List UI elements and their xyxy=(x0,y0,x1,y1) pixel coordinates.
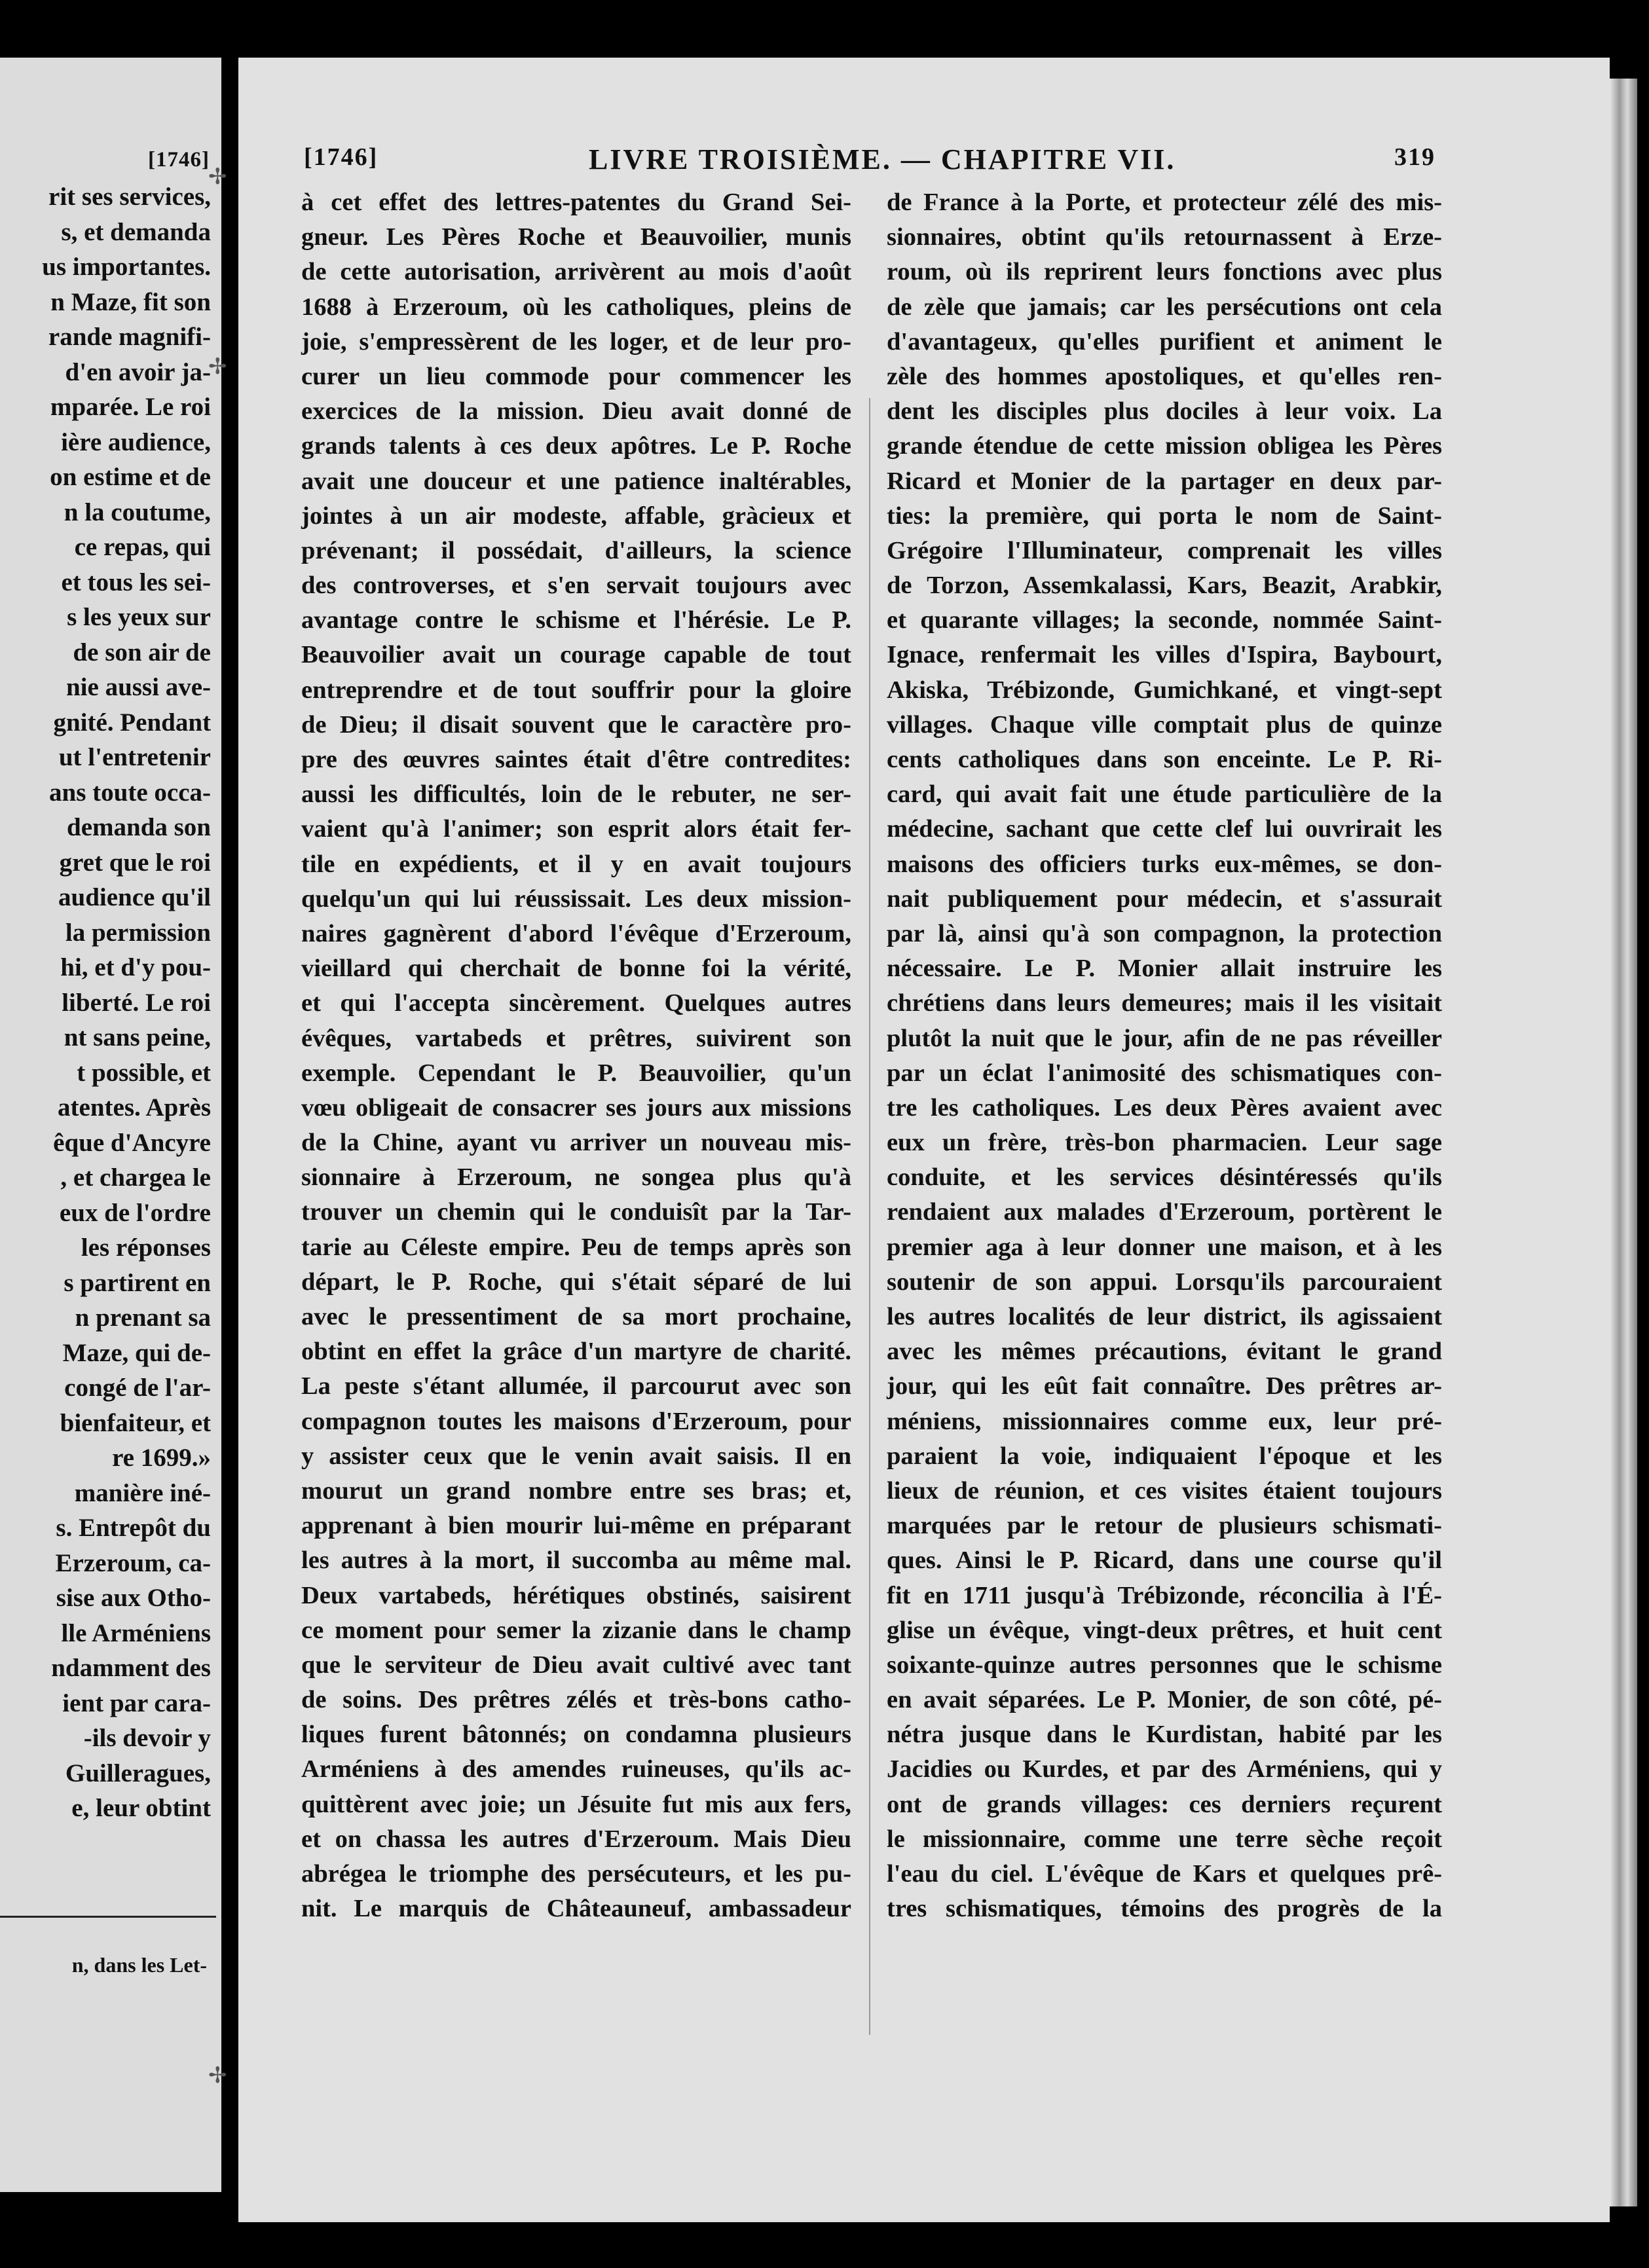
text-line: d'en avoir ja- xyxy=(65,357,211,386)
book-gutter xyxy=(221,0,238,2268)
text-line: tile en expédients, et il y en avait toujours xyxy=(301,850,851,878)
text-line: nait publiquement pour médecin, et s'assurait xyxy=(887,885,1442,913)
text-line: le missionnaire, comme une terre sèche reçoit xyxy=(887,1825,1442,1853)
footnote-rule xyxy=(0,1916,216,1918)
text-line: villages. Chaque ville comptait plus de quinze xyxy=(887,710,1442,739)
text-line: y assister ceux que le venin avait saisis. Il en xyxy=(301,1442,851,1470)
text-line: liques furent bâtonnés; on condamna plusieurs xyxy=(301,1721,851,1749)
text-line: nit. Le marquis de Châteauneuf, ambassadeur xyxy=(301,1895,851,1923)
text-line: soixante-quinze autres personnes que le schisme xyxy=(887,1651,1442,1679)
text-line: ce repas, qui xyxy=(74,533,211,561)
text-line: lle Arméniens xyxy=(61,1619,211,1647)
text-line: Erzeroum, ca- xyxy=(55,1548,211,1577)
text-line: des controverses, et s'en servait toujours avec xyxy=(301,572,851,600)
text-line: ce moment pour semer la zizanie dans le champ xyxy=(301,1616,851,1644)
text-line: n prenant sa xyxy=(75,1304,211,1332)
text-line: exercices de la mission. Dieu avait donné de xyxy=(301,397,851,426)
text-line: s. Entrepôt du xyxy=(56,1514,211,1542)
text-line: et tous les sei- xyxy=(61,568,211,596)
text-line: compagnon toutes les maisons d'Erzeroum, pour xyxy=(301,1407,851,1435)
text-line: par là, ainsi qu'à son compagnon, la protection xyxy=(887,919,1442,947)
text-line: et on chassa les autres d'Erzeroum. Mais Dieu xyxy=(301,1825,851,1853)
text-line: sise aux Otho- xyxy=(56,1584,211,1612)
text-line: jointes à un air modeste, affable, gràcieux et xyxy=(301,502,851,530)
text-line: départ, le P. Roche, qui s'était séparé de lui xyxy=(301,1268,851,1296)
text-line: Jacidies ou Kurdes, et par des Arméniens, qui y xyxy=(887,1755,1442,1783)
text-line: gneur. Les Pères Roche et Beauvoilier, munis xyxy=(301,223,851,251)
text-line: s les yeux sur xyxy=(67,603,211,631)
text-line: la permission xyxy=(65,918,211,947)
text-line: manière iné- xyxy=(74,1478,211,1507)
text-line: s partirent en xyxy=(64,1268,211,1297)
text-line: tarie au Céleste empire. Peu de temps après son xyxy=(301,1233,851,1261)
text-line: les autres à la mort, il succomba au même mal. xyxy=(301,1546,851,1575)
text-line: mparée. Le roi xyxy=(50,393,211,421)
text-line: ans toute occa- xyxy=(49,778,211,807)
text-line: 1688 à Erzeroum, où les catholiques, pleins de xyxy=(301,293,851,321)
text-line: méniens, missionnaires comme eux, leur pré- xyxy=(887,1407,1442,1435)
text-line: abrégea le triomphe des persécuteurs, et les pu- xyxy=(301,1860,851,1888)
text-line: ont de grands villages: ces derniers reçurent xyxy=(887,1790,1442,1818)
text-line: lieux de réunion, et ces visites étaient toujours xyxy=(887,1476,1442,1505)
text-line: zèle des hommes apostoliques, et qu'elles ren- xyxy=(887,362,1442,390)
text-line: nt sans peine, xyxy=(64,1023,211,1052)
text-line: -ils devoir y xyxy=(83,1724,211,1752)
text-line: quittèrent avec joie; un Jésuite fut mis aux fers, xyxy=(301,1790,851,1818)
text-line: de soins. Des prêtres zélés et très-bons catho- xyxy=(301,1686,851,1714)
text-line: de cette autorisation, arrivèrent au mois d'août xyxy=(301,258,851,286)
text-line: les autres localités de leur district, ils agissaient xyxy=(887,1303,1442,1330)
text-line: Ignace, renfermait les villes d'Ispira, Baybourt, xyxy=(887,641,1442,669)
text-line: t possible, et xyxy=(77,1058,211,1087)
column-divider xyxy=(869,398,870,2035)
text-line: audience qu'il xyxy=(58,883,211,911)
text-line: mourut un grand nombre entre ses bras; et, xyxy=(301,1476,851,1505)
text-column-right xyxy=(887,185,1442,1926)
text-line: s, et demanda xyxy=(61,217,211,246)
text-line: La peste s'étant allumée, il parcourut avec son xyxy=(301,1372,851,1400)
text-line: par un éclat l'animosité des schismatiques con- xyxy=(887,1059,1442,1087)
text-line: Ricard et Monier de la partager en deux par- xyxy=(887,467,1442,495)
text-line: plutôt la nuit que le jour, afin de ne pas réveiller xyxy=(887,1024,1442,1052)
text-line: nie aussi ave- xyxy=(65,673,211,701)
text-line: gret que le roi xyxy=(59,848,211,877)
left-page-header: [1746] xyxy=(148,148,210,172)
text-line: tres schismatiques, témoins des progrès de la xyxy=(887,1895,1442,1923)
text-line: de son air de xyxy=(73,638,211,667)
text-line: de Torzon, Assemkalassi, Kars, Beazit, Arabkir, xyxy=(887,572,1442,600)
text-line: demanda son xyxy=(67,813,211,841)
text-line: avantage contre le schisme et l'hérésie. Le P. xyxy=(301,606,851,634)
text-line: Guilleragues, xyxy=(65,1759,211,1787)
text-line: n Maze, fit son xyxy=(50,287,211,316)
text-line: exemple. Cependant le P. Beauvoilier, qu'un xyxy=(301,1059,851,1087)
text-line: obtint en effet la grâce d'un martyre de charité. xyxy=(301,1338,851,1366)
text-line: avec le pressentiment de sa mort prochaine, xyxy=(301,1303,851,1330)
text-line: jour, qui les eût fait connaître. Des prêtres ar- xyxy=(887,1372,1442,1400)
text-line: vœu obligeait de consacrer ses jours aux missions xyxy=(301,1093,851,1122)
text-line: êque d'Ancyre xyxy=(53,1128,211,1157)
text-line: ient par cara- xyxy=(62,1689,211,1717)
text-line: médecine, sachant que cette clef lui ouvrirait les xyxy=(887,815,1442,843)
text-line: premier aga à leur donner une maison, et à les xyxy=(887,1233,1442,1261)
text-line: de la Chine, ayant vu arriver un nouveau mis- xyxy=(301,1129,851,1157)
text-line: et qui l'accepta sincèrement. Quelques autres xyxy=(301,989,851,1017)
binding-thread-icon: ✢ xyxy=(208,2062,227,2089)
text-line: gnité. Pendant xyxy=(53,708,211,737)
text-line: on estime et de xyxy=(50,463,211,491)
text-line: pre des œuvres saintes était d'être contredites: xyxy=(301,746,851,773)
text-line: maisons des officiers turks eux-mêmes, se don- xyxy=(887,850,1442,878)
text-line: card, qui avait fait une étude particulière de la xyxy=(887,780,1442,809)
text-line: hi, et d'y pou- xyxy=(60,953,211,981)
text-line: vieillard qui cherchait de bonne foi la vérité, xyxy=(301,955,851,983)
text-line: chrétiens dans leurs demeures; mais il les visitait xyxy=(887,989,1442,1017)
text-line: nétra jusque dans le Kurdistan, habité par les xyxy=(887,1721,1442,1749)
text-line: conduite, et les services désintéressés qu'ils xyxy=(887,1163,1442,1192)
text-line: Akiska, Trébizonde, Gumichkané, et vingt-sept xyxy=(887,676,1442,704)
text-line: fit en 1711 jusqu'à Trébizonde, réconcilia à l'É- xyxy=(887,1581,1442,1609)
text-line: atentes. Après xyxy=(58,1093,211,1122)
text-line: eux un frère, très-bon pharmacien. Leur sage xyxy=(887,1129,1442,1157)
text-line: n la coutume, xyxy=(64,498,211,526)
text-line: ties: la première, qui porta le nom de Saint- xyxy=(887,502,1442,530)
binding-thread-icon: ✢ xyxy=(208,354,227,380)
text-line: Grégoire l'Illuminateur, comprenait les villes xyxy=(887,536,1442,564)
text-line: de zèle que jamais; car les persécutions ont cela xyxy=(887,293,1442,321)
right-page xyxy=(238,58,1610,2222)
text-line: marquées par le retour de plusieurs schismati- xyxy=(887,1512,1442,1540)
text-line: liberté. Le roi xyxy=(62,988,211,1017)
text-line: naires gagnèrent d'abord l'évêque d'Erzeroum, xyxy=(301,919,851,947)
text-line: l'eau du ciel. L'évêque de Kars et quelques prê- xyxy=(887,1860,1442,1888)
text-line: paraient la voie, indiquaient l'époque et les xyxy=(887,1442,1442,1470)
text-line: que le serviteur de Dieu avait cultivé avec tant xyxy=(301,1651,851,1679)
running-header-year: [1746] xyxy=(304,143,379,171)
text-line: de France à la Porte, et protecteur zélé des mis- xyxy=(887,189,1442,216)
text-line: sionnaire à Erzeroum, ne songea plus qu'à xyxy=(301,1163,851,1192)
text-line: vaient qu'à l'animer; son esprit alors était fer- xyxy=(301,815,851,843)
text-line: sionnaires, obtint qu'ils retournassent à Erze- xyxy=(887,223,1442,251)
text-line: , et chargea le xyxy=(60,1163,211,1192)
text-line: avec les mêmes précautions, évitant le grand xyxy=(887,1338,1442,1366)
left-page-text xyxy=(0,179,211,1826)
text-line: us importantes. xyxy=(42,253,211,281)
text-line: avait une douceur et une patience inaltérables, xyxy=(301,467,851,495)
text-line: re 1699.» xyxy=(112,1444,211,1472)
text-line: ière audience, xyxy=(61,428,211,456)
text-line: roum, où ils reprirent leurs fonctions avec plus xyxy=(887,258,1442,286)
text-line: rit ses services, xyxy=(48,183,211,211)
text-line: apprenant à bien mourir lui-même en préparant xyxy=(301,1512,851,1540)
text-line: ques. Ainsi le P. Ricard, dans une course qu'il xyxy=(887,1546,1442,1575)
text-line: aussi les difficultés, loin de le rebuter, ne ser- xyxy=(301,780,851,809)
text-line: e, leur obtint xyxy=(71,1794,211,1822)
text-line: Arméniens à des amendes ruineuses, qu'ils ac- xyxy=(301,1755,851,1783)
left-page-footnote: n, dans les Let- xyxy=(71,1953,207,1977)
text-line: dent les disciples plus dociles à leur voix. La xyxy=(887,397,1442,426)
text-line: cents catholiques dans son enceinte. Le P. Ri- xyxy=(887,746,1442,773)
text-line: ut l'entretenir xyxy=(58,743,211,771)
text-line: tre les catholiques. Les deux Pères avaient avec xyxy=(887,1093,1442,1122)
text-line: Beauvoilier avait un courage capable de tout xyxy=(301,641,851,669)
text-line: à cet effet des lettres-patentes du Grand Sei- xyxy=(301,189,851,216)
text-line: entreprendre et de tout souffrir pour la gloire xyxy=(301,676,851,704)
text-line: grands talents à ces deux apôtres. Le P. Roche xyxy=(301,432,851,460)
text-line: les réponses xyxy=(81,1234,211,1262)
text-line: évêques, vartabeds et prêtres, suivirent son xyxy=(301,1024,851,1052)
text-line: eux de l'ordre xyxy=(59,1198,211,1227)
text-line: curer un lieu commode pour commencer les xyxy=(301,362,851,390)
running-header-title: LIVRE TROISIÈME. — CHAPITRE VII. xyxy=(589,143,1176,175)
text-line: Deux vartabeds, hérétiques obstinés, saisirent xyxy=(301,1581,851,1609)
text-line: rande magnifi- xyxy=(48,323,211,351)
text-line: Maze, qui de- xyxy=(62,1338,211,1367)
left-page xyxy=(0,58,221,2192)
text-line: bienfaiteur, et xyxy=(60,1408,211,1437)
text-line: grande étendue de cette mission obligea les Pères xyxy=(887,432,1442,460)
text-line: d'avantageux, qu'elles purifient et animent le xyxy=(887,327,1442,356)
binding-thread-icon: ✢ xyxy=(208,164,227,190)
text-line: congé de l'ar- xyxy=(64,1374,211,1402)
text-line: rendaient aux malades d'Erzeroum, portèrent le xyxy=(887,1198,1442,1226)
text-line: en avait séparées. Le P. Monier, de son côté, pé- xyxy=(887,1686,1442,1714)
text-line: glise un évêque, vingt-deux prêtres, et huit cent xyxy=(887,1616,1442,1644)
text-line: de Dieu; il disait souvent que le caractère pro- xyxy=(301,710,851,739)
text-line: trouver un chemin qui le conduisît par la Tar- xyxy=(301,1198,851,1226)
text-line: quelqu'un qui lui réussissait. Les deux mission- xyxy=(301,885,851,913)
text-line: et quarante villages; la seconde, nommée Saint- xyxy=(887,606,1442,634)
text-line: nécessaire. Le P. Monier allait instruire les xyxy=(887,955,1442,983)
text-column-left xyxy=(301,185,851,1926)
page-number: 319 xyxy=(1394,143,1436,171)
text-line: soutenir de son appui. Lorsqu'ils parcouraient xyxy=(887,1268,1442,1296)
text-line: prévenant; il possédait, d'ailleurs, la science xyxy=(301,536,851,564)
text-line: ndamment des xyxy=(51,1654,211,1682)
text-line: joie, s'empressèrent de les loger, et de leur pro- xyxy=(301,327,851,356)
